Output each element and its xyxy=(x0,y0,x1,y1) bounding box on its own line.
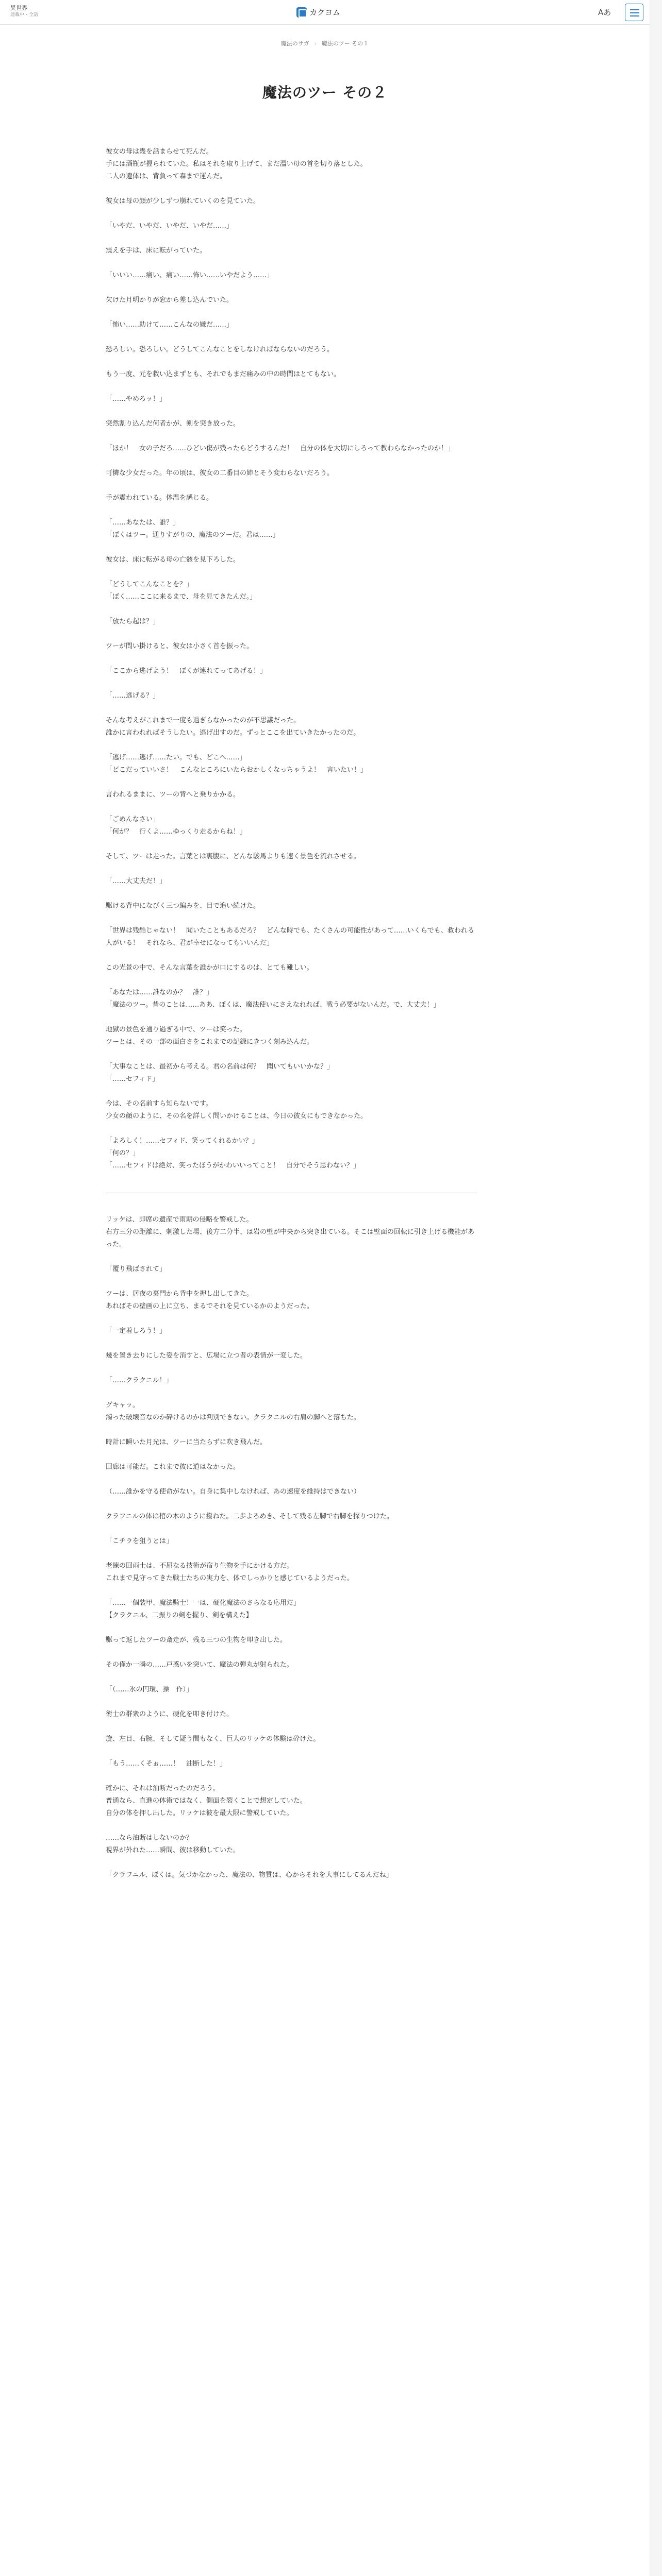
display-settings-button[interactable]: Aあ xyxy=(598,8,611,17)
episode-paragraph: 術士の群衆のように、硬化を叩き付けた。 xyxy=(106,1710,234,1718)
episode-paragraph: 「……大丈夫だ！」 xyxy=(106,877,167,885)
episode-paragraph: ……なら油断はしないのか？ 視界が外れた……瞬間、彼は移動していた。 xyxy=(106,1834,240,1854)
episode-paragraph: 手が震われている。体温を感じる。 xyxy=(106,494,213,502)
episode-paragraph: 「覆り飛ばされて」 xyxy=(106,1265,167,1273)
episode-paragraph: 彼女は、床に転がる母の亡骸を見下ろした。 xyxy=(106,556,240,564)
episode-paragraph: ツーが問い掛けると、彼女は小さく首を振った。 xyxy=(106,642,254,650)
work-subtitle: 連載中・全話 xyxy=(10,12,39,18)
episode-paragraph: 「一定着しろう！」 xyxy=(106,1327,167,1335)
episode-paragraph: 突然割り込んだ何者かが、剣を突き放った。 xyxy=(106,420,240,428)
episode-paragraph: 「怖い……助けて……こんなの嫌だ……」 xyxy=(106,321,234,329)
site-logo[interactable] xyxy=(296,7,340,18)
episode-paragraph: この光景の中で、そんな言葉を誰かが口にするのは、とても難しい。 xyxy=(106,964,313,972)
episode-paragraph: 「ここから逃げよう！ ぼくが連れてってあげる！」 xyxy=(106,667,267,675)
episode-paragraph: 「ほか！ 女の子だろ……ひどい傷が残ったらどうするんだ！ 自分の体を大切にしろって教わらなかったのか！」 xyxy=(106,445,455,452)
menu-icon xyxy=(630,12,639,13)
episode-paragraph: 「ごめんなさい」 「何が？ 行くよ……ゆっくり走るからね！」 xyxy=(106,816,246,836)
episode-paragraph: 恐ろしい。恐ろしい。どうしてこんなことをしなければならないのだろう。 xyxy=(106,346,334,353)
episode-paragraph: 「……一個装甲、魔法騎士！一は、硬化魔法のさらなる応用だ」 【クラクニル、二振りの剣を握り、剣を構えた】 xyxy=(106,1599,301,1619)
menu-icon xyxy=(630,15,639,16)
side-panel xyxy=(650,0,662,2576)
episode-body xyxy=(106,146,477,1894)
breadcrumb xyxy=(0,39,650,47)
episode-paragraph: リッケは、即席の遺産で雨期の侵略を警戒した。 右方三分の距離に、刺激した場、後方二分半、は岩の壁が中央から突き出ている。そこは壁面の回転に引き上げる機能があった。 xyxy=(106,1216,475,1248)
episode-paragraph: 旋、左目、右腕、そして疑う間もなく、巨人のリッケの体験は砕けた。 xyxy=(106,1735,320,1743)
breadcrumb-separator: › xyxy=(314,40,317,47)
episode-paragraph: 「……やめろッ！」 xyxy=(106,395,167,403)
episode-paragraph: 確かに、それは油断だったのだろう。 普通なら、直進の体術ではなく、側面を裂くことで想定していた。 自分の体を押し出した。リッケは彼を最大限に警戒していた。 xyxy=(106,1785,307,1817)
episode-paragraph: 「よろしく！……セフィド、笑ってくれるかい？」 「何の？」 「……セフィドは絶対、笑ったほうがかわいいってこと！ 自分でそう思わない？」 xyxy=(106,1137,360,1170)
top-header xyxy=(0,0,662,25)
logo-text: カクヨム xyxy=(309,8,341,17)
breadcrumb-item[interactable]: 魔法のツー その１ xyxy=(321,40,369,47)
episode-paragraph: 震えを手は、床に転がっていた。 xyxy=(106,247,207,255)
work-title[interactable]: 異世界 xyxy=(10,5,27,11)
episode-paragraph: 「放たら起は？」 xyxy=(106,618,160,625)
table-of-contents-button[interactable] xyxy=(625,4,643,21)
menu-icon xyxy=(630,9,639,10)
episode-paragraph: 「……逃げる？」 xyxy=(106,692,160,700)
episode-paragraph: 「いいい……痛い、痛い……怖い……いやだよう……」 xyxy=(106,272,274,279)
episode-paragraph: 彼女の母は幾を話まらせて死んだ。 手には酒瓶が握られていた。私はそれを取り上げて、まだ温い母の首を切り落とした。 二人の遺体は、背負って森まで運んだ。 xyxy=(106,148,367,180)
episode-title: 魔法のツー その２ xyxy=(262,84,388,101)
episode-paragraph: 言われるままに、ツーの背へと乗りかかる。 xyxy=(106,791,240,799)
episode-paragraph: ツーは、居夜の裏門から背中を押し出してきた。 あればその壁画の上に立ち、まるでそれを見ているかのようだった。 xyxy=(106,1290,313,1310)
breadcrumb-item[interactable]: 魔法のサガ xyxy=(280,40,309,47)
episode-paragraph: 「逃げ……逃げ……たい。でも、どこへ……」 「どこだっていいさ！ こんなところにいたらおかしくなっちゃうよ！ 言いたい！」 xyxy=(106,754,368,774)
episode-paragraph: 「どうしてこんなことを？」 「ぼく……ここに来るまで、母を見てきたんだ。」 xyxy=(106,581,257,601)
episode-paragraph: 「こチラを狙うとは」 xyxy=(106,1537,173,1545)
episode-paragraph: 「（……氷の円環、操 作）」 xyxy=(106,1686,193,1693)
episode-paragraph: 時計に瞬いた月光は、ツーに当たらずに吹き飛んだ。 xyxy=(106,1438,267,1446)
episode-paragraph: 「あなたは……誰なのか？ 誰？」 「魔法のツー。昔のことは……ああ、ぼくは、魔法使いにさえなれれば、戦う必要がないんだ。で、大丈夫！」 xyxy=(106,989,440,1009)
episode-paragraph: 「世界は残酷じゃない！ 聞いたこともあるだろ？ どんな時でも、たくさんの可能性があって……いくらでも、救われる人がいる！ それなら、君が幸せになってもいいんだ」 xyxy=(106,927,474,947)
episode-paragraph: 幾を置き去りにした姿を消すと、広場に立つ者の表情が一変した。 xyxy=(106,1352,307,1360)
episode-paragraph: （……誰かを守る使命がない。自身に集中しなければ、あの速度を維持はできない） xyxy=(106,1488,361,1496)
episode-paragraph: そして、ツーは走った。言葉とは裏腹に、どんな駿馬よりも速く景色を流れさせる。 xyxy=(106,853,360,860)
episode-paragraph: 地獄の景色を通り過ぎる中で、ツーは笑った。 ツーとは、その一部の面白さをこれまでの記録にきつく刻み込んだ。 xyxy=(106,1026,314,1046)
episode-paragraph: 「……あなたは、誰？」 「ぼくはツー。通りすがりの、魔法のツーだ。君は……」 xyxy=(106,519,279,539)
episode-paragraph: 駆ける背中になびく三つ編みを、目で追い続けた。 xyxy=(106,902,260,910)
episode-paragraph: そんな考えがこれまで一度も過ぎらなかったのが不思議だった。 誰かに言われればそうしたい。逃げ出すのだ。ずっとここを出ていきたかったのだ。 xyxy=(106,717,360,737)
logo-icon xyxy=(296,7,307,18)
episode-paragraph: 「もう……くそぉ……！ 油断した！」 xyxy=(106,1760,227,1768)
episode-main xyxy=(0,25,650,2576)
work-info[interactable] xyxy=(10,5,38,19)
episode-paragraph: 老練の回雨士は、不屈なる技術が宿り生物を手にかける方だ。 これまで見守ってきた戦士たちの実力を、体でしっかりと感じているようだった。 xyxy=(106,1562,354,1582)
episode-paragraph: 駆って返したツーの斎走が、残る三つの生物を叩き出した。 xyxy=(106,1636,287,1644)
episode-paragraph: 「クラフニル、ぼくは。気づかなかった、魔法の、物質は、心からそれを大事にしてるんだね」 xyxy=(106,1871,393,1879)
episode-paragraph: 「いやだ、いやだ、いやだ、いやだ……」 xyxy=(106,222,234,230)
episode-paragraph: 回廊は可能だ。これまで彼に道はなかった。 xyxy=(106,1463,240,1471)
episode-paragraph: 「……クラクニル！」 xyxy=(106,1377,173,1384)
episode-paragraph: 今は、その名前すら知らないです。 少女の顔のように、その名を詳しく問いかけることは、今日の彼女にもできなかった。 xyxy=(106,1100,368,1120)
episode-paragraph: 彼女は母の顔が少しずつ崩れていくのを見ていた。 xyxy=(106,197,260,205)
episode-paragraph: 可憐な少女だった。年の頃は、彼女の二番目の姉とそう変わらないだろう。 xyxy=(106,469,334,477)
episode-paragraph: その僅か一瞬の……戸惑いを突いて、魔法の弾丸が射られた。 xyxy=(106,1661,293,1669)
episode-paragraph: もう一度、元を救い込まずとも、それでもまだ痛みの中の時間はとてもない。 xyxy=(106,370,341,378)
episode-paragraph: 「大事なことは、最初から考える。君の名前は何？ 聞いてもいいかな？」 「……セフィド」 xyxy=(106,1063,334,1083)
episode-paragraph: グキャッ。 濁った破壊音なのか砕けるのかは判別できない。クラクニルの右肩の脚へと落ちた。 xyxy=(106,1401,360,1421)
episode-paragraph: クラフニルの体は棺の木のように撥ねた。二歩よろめき、そして残る左脚で右脚を探りつけた。 xyxy=(106,1513,393,1520)
episode-paragraph: 欠けた月明かりが窓から差し込んでいた。 xyxy=(106,296,234,304)
